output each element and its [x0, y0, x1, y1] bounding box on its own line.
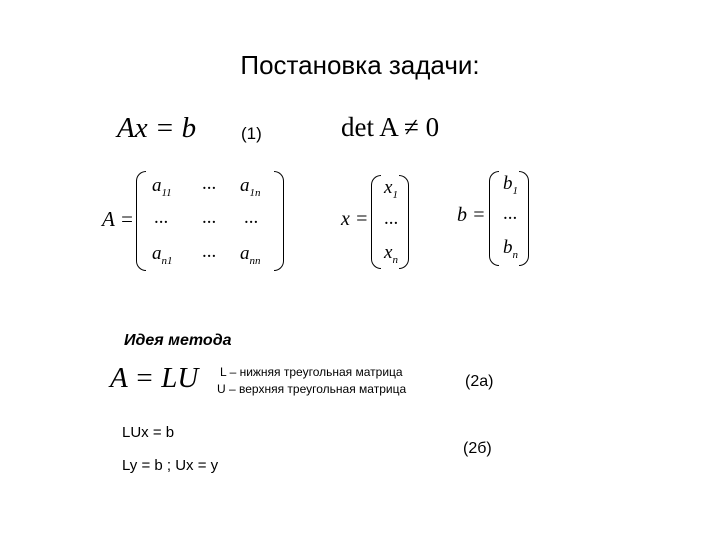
vector-b-label: b = — [457, 204, 486, 226]
slide-title: Постановка задачи: — [240, 50, 480, 80]
matrix-a-cell: ... — [202, 241, 217, 262]
vector-b — [489, 171, 529, 266]
left-bracket — [489, 171, 499, 266]
equation-number-1: (1) — [241, 124, 262, 143]
vector-x-cell: $x_1$ — [384, 177, 398, 201]
l-matrix-description: L – нижняя треугольная матрица — [220, 365, 403, 379]
vector-x-label: x = — [341, 208, 369, 230]
matrix-a-cell: $a_{11}$ — [152, 175, 172, 199]
vector-x — [371, 175, 409, 269]
lux-equation: LUx = b — [122, 424, 175, 441]
matrix-a-cell: $a_{1n}$ — [240, 175, 261, 199]
vector-b-cell: $b_n$ — [503, 237, 518, 261]
linear-system-equation: Ax = b — [117, 112, 197, 144]
matrix-a-cell: ... — [244, 207, 259, 228]
left-bracket — [371, 175, 381, 269]
right-bracket — [519, 171, 529, 266]
equation-number-2b: (2б) — [463, 440, 492, 457]
matrix-a-cell: $a_{n1}$ — [152, 243, 173, 267]
right-bracket — [399, 175, 409, 269]
right-bracket — [274, 171, 284, 271]
vector-b-cell: $b_1$ — [503, 173, 518, 197]
matrix-a-cell: $a_{nn}$ — [240, 243, 261, 267]
matrix-a-cell: ... — [202, 207, 217, 228]
vector-x-cell: $x_n$ — [384, 242, 398, 266]
ly-ux-equations: Ly = b ; Ux = y — [122, 457, 219, 474]
matrix-a-label: A = — [102, 207, 134, 231]
matrix-a-cell: ... — [202, 173, 217, 194]
left-bracket — [136, 171, 146, 271]
matrix-a — [136, 171, 284, 271]
matrix-a-cell: ... — [154, 207, 169, 228]
method-idea-heading: Идея метода — [124, 332, 232, 349]
vector-x-cell: ... — [384, 208, 399, 229]
lu-decomposition-equation: A = LU — [110, 362, 199, 394]
equation-number-2a: (2а) — [465, 373, 494, 390]
determinant-condition: det A ≠ 0 — [341, 112, 440, 142]
u-matrix-description: U – верхняя треугольная матрица — [217, 382, 407, 396]
vector-b-cell: ... — [503, 203, 518, 224]
